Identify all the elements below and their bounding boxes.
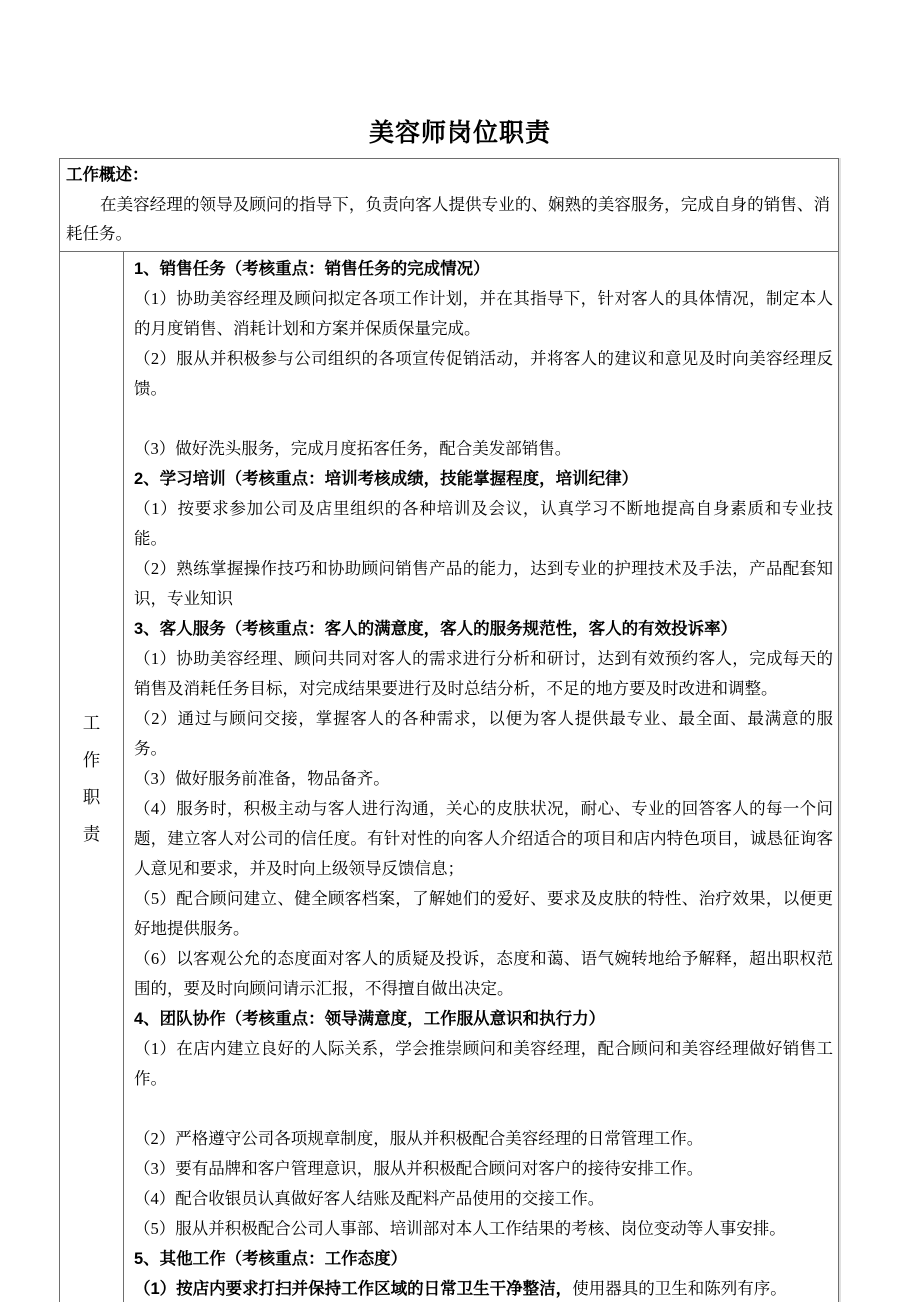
overview-row bbox=[60, 159, 839, 252]
duty-item: （1）在店内建立良好的人际关系，学会推崇顾问和美容经理，配合顾问和美容经理做好销售工作。 bbox=[134, 1039, 833, 1088]
duty-section-heading: 1、销售任务（考核重点：销售任务的完成情况） bbox=[134, 260, 490, 278]
duties-label-char: 工 bbox=[82, 713, 101, 733]
duties-label-cell bbox=[60, 252, 124, 1302]
duty-item: （6）以客观公允的态度面对客人的质疑及投诉，态度和蔼、语气婉转地给予解释，超出职权范围的，要及时向顾问请示汇报，不得擅自做出决定。 bbox=[134, 949, 833, 998]
duty-item: （3）做好服务前准备，物品备齐。 bbox=[134, 769, 390, 788]
page-title: 美容师岗位职责 bbox=[368, 120, 551, 147]
duties-content-cell bbox=[124, 252, 839, 1302]
blank-line bbox=[134, 404, 833, 434]
duty-item: （1）按要求参加公司及店里组织的各种培训及会议，认真学习不断地提高自身素质和专业技能。 bbox=[134, 499, 833, 548]
overview-label: 工作概述： bbox=[66, 166, 149, 184]
duty-item: （3）要有品牌和客户管理意识，服从并积极配合顾问对客户的接待安排工作。 bbox=[134, 1159, 704, 1178]
duty-item: （5）配合顾问建立、健全顾客档案，了解她们的爱好、要求及皮肤的特性、治疗效果，以便更好地提供服务。 bbox=[134, 889, 833, 938]
duty-item: （4）配合收银员认真做好客人结账及配料产品使用的交接工作。 bbox=[134, 1189, 605, 1208]
duties-label-char: 职 bbox=[82, 787, 101, 807]
duties-row bbox=[60, 252, 839, 1302]
duties-label-char: 责 bbox=[82, 824, 101, 844]
duty-item-regular-segment: 使用器具的卫生和陈列有序。 bbox=[572, 1279, 787, 1298]
duty-item: （1）协助美容经理、顾问共同对客人的需求进行分析和研讨，达到有效预约客人，完成每天的销售及消耗任务目标，对完成结果要进行及时总结分析，不足的地方要及时改进和调整。 bbox=[134, 649, 833, 698]
duty-item: （1）协助美容经理及顾问拟定各项工作计划，并在其指导下，针对客人的具体情况，制定本人的月度销售、消耗计划和方案并保质保量完成。 bbox=[134, 289, 833, 338]
duties-label-char: 作 bbox=[82, 750, 101, 770]
blank-line bbox=[134, 1094, 833, 1124]
duty-item: （2）服从并积极参与公司组织的各项宣传促销活动，并将客人的建议和意见及时向美容经理反馈。 bbox=[134, 349, 833, 398]
duty-section-heading: 5、其他工作（考核重点：工作态度） bbox=[134, 1250, 408, 1268]
duty-item: （3）做好洗头服务，完成月度拓客任务，配合美发部销售。 bbox=[134, 439, 572, 458]
overview-text: 在美容经理的领导及顾问的指导下，负责向客人提供专业的、娴熟的美容服务，完成自身的销售、消耗任务。 bbox=[66, 195, 830, 243]
duties-paragraph-list bbox=[134, 254, 833, 1302]
duty-item: （4）服务时，积极主动与客人进行沟通，关心的皮肤状况，耐心、专业的回答客人的每一个问题，建立客人对公司的信任度。有针对性的向客人介绍适合的项目和店内特色项目，诚恳征询客人意见和要求，并及时向上级领导反馈信息； bbox=[134, 799, 833, 878]
duty-item: （5）服从并积极配合公司人事部、培训部对本人工作结果的考核、岗位变动等人事安排。 bbox=[134, 1219, 786, 1238]
duties-vertical-label bbox=[60, 705, 123, 853]
duty-item-bold-segment: （1）按店内要求打扫并保持工作区域的日常卫生干净整洁， bbox=[134, 1280, 573, 1298]
duty-section-heading: 3、客人服务（考核重点：客人的满意度，客人的服务规范性，客人的有效投诉率） bbox=[134, 620, 738, 638]
duty-section-heading: 2、学习培训（考核重点：培训考核成绩，技能掌握程度，培训纪律） bbox=[134, 470, 639, 488]
duty-item bbox=[134, 1274, 833, 1302]
duty-section-heading: 4、团队协作（考核重点：领导满意度，工作服从意识和执行力） bbox=[134, 1010, 606, 1028]
job-duties-table bbox=[59, 158, 839, 1302]
duty-item: （2）通过与顾问交接，掌握客人的各种需求，以便为客人提供最专业、最全面、最满意的服务。 bbox=[134, 709, 833, 758]
duty-item: （2）熟练掌握操作技巧和协助顾问销售产品的能力，达到专业的护理技术及手法，产品配套知识，专业知识 bbox=[134, 559, 833, 608]
duty-item: （2）严格遵守公司各项规章制度，服从并积极配合美容经理的日常管理工作。 bbox=[134, 1129, 704, 1148]
overview-cell bbox=[60, 159, 839, 252]
